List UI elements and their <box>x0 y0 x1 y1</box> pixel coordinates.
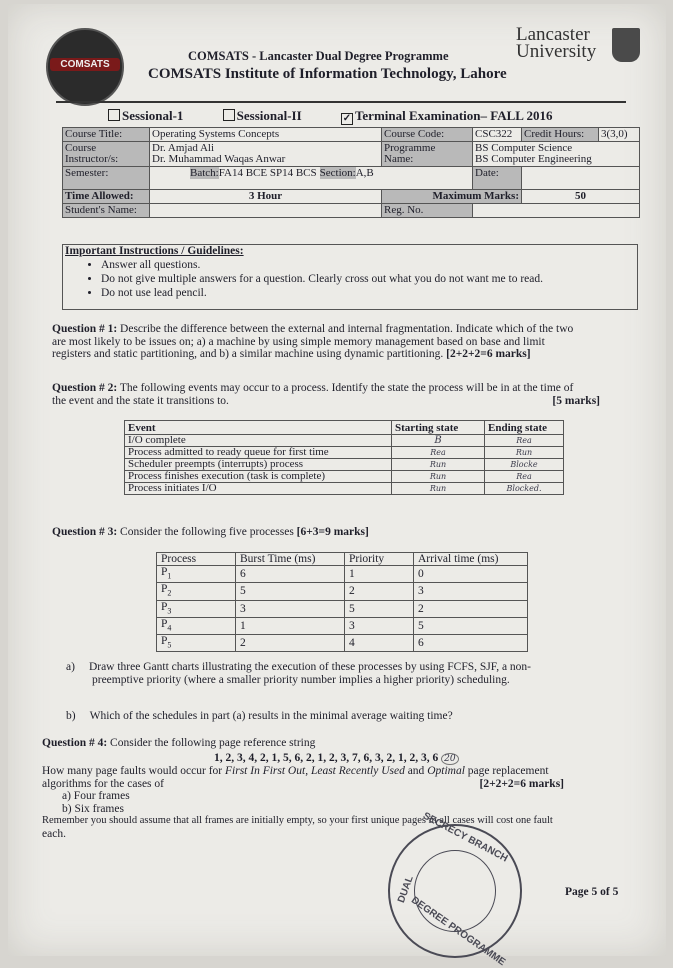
question-3a: a) Draw three Gantt charts illustrating the execution of these processes by using FCFS, SJF, a non- preemptive priority (where a smaller priority number implies a higher priority) scheduling. <box>66 661 532 686</box>
table-row: Process initiates I/O Run Blocked. <box>125 483 564 495</box>
max-marks-value: 50 <box>522 190 640 204</box>
table-row: Process finishes execution (task is complete) Run Rea <box>125 471 564 483</box>
column-header: Event <box>125 421 392 435</box>
course-title-label: Course Title: <box>63 128 150 142</box>
student-name-label: Student's Name: <box>63 204 150 218</box>
stamp-text-left: DUAL <box>395 874 416 905</box>
list-item: • Do not give multiple answers for a question. Clearly cross out what you do not want me to read. <box>101 272 637 286</box>
question-3b: b) Which of the schedules in part (a) results in the minimal average waiting time? <box>66 710 453 722</box>
programme-label: Programme Name: <box>382 142 473 167</box>
instructions-box <box>62 244 638 310</box>
list-item: • Answer all questions. <box>101 258 637 272</box>
credit-hours-label: Credit Hours: <box>522 128 599 142</box>
lancaster-logo-text-1: Lancaster <box>516 24 590 45</box>
stamp-text-bottom: DEGREE PROGRAMME <box>408 894 508 968</box>
table-row: Process admitted to ready queue for first time Rea Run <box>125 447 564 459</box>
date-label: Date: <box>473 167 522 190</box>
time-allowed-label: Time Allowed: <box>63 190 150 204</box>
column-header: Process <box>157 553 236 566</box>
table-row: I/O complete B Rea <box>125 435 564 447</box>
instructions-title: Important Instructions / Guidelines: <box>65 245 244 257</box>
column-header: Ending state <box>485 421 564 435</box>
instructions-list <box>85 258 637 300</box>
sessional-2-option: Sessional-II <box>223 108 320 123</box>
checkbox-icon <box>108 109 120 121</box>
reg-no-label: Reg. No. <box>382 204 473 218</box>
programme-title: COMSATS - Lancaster Dual Degree Programme <box>188 49 449 63</box>
header-divider <box>56 101 626 103</box>
question-3: Question # 3: Consider the following five processes [6+3=9 marks] <box>52 526 369 538</box>
column-header: Starting state <box>392 421 485 435</box>
course-title-value: Operating Systems Concepts <box>150 128 382 142</box>
column-header: Arrival time (ms) <box>414 553 528 566</box>
table-row: $P_2$ 5 2 3 <box>157 583 528 600</box>
comsats-logo-text: COMSATS <box>50 58 120 71</box>
max-marks-label: Maximum Marks: <box>382 190 522 204</box>
institute-title: COMSATS Institute of Information Technology, Lahore <box>148 66 507 82</box>
lancaster-crest-icon <box>612 28 640 62</box>
semester-label: Semester: <box>63 167 150 190</box>
batch-section-cell: Batch:FA14 BCE SP14 BCS Section:A,B <box>150 167 473 190</box>
lancaster-logo-text-2: University <box>516 41 597 62</box>
question-1: Question # 1: Describe the difference between the external and internal fragmentation. Indicate which of the two are most likely to be issues on; a) a machine by using simple memory management based on base and limit registers and static partitioning, and b) a similar machine using dynamic partitioning. [2+2+2=6 marks] <box>52 323 574 360</box>
course-code-label: Course Code: <box>382 128 473 142</box>
table-row: $P_1$ 6 1 0 <box>157 566 528 583</box>
instructors-label: Course Instructor/s: <box>63 142 150 167</box>
stamp-text-top: SECRECY BRANCH <box>420 810 510 865</box>
table-row: Scheduler preempts (interrupts) process Run Blocke <box>125 459 564 471</box>
course-info-table <box>62 127 640 218</box>
lancaster-logo <box>516 26 596 60</box>
student-name-value <box>150 204 382 218</box>
time-allowed-value: 3 Hour <box>150 190 382 204</box>
exam-type-selector <box>108 108 589 125</box>
checked-checkbox-icon: ✓ <box>342 113 352 124</box>
column-header: Priority <box>345 553 414 566</box>
question-2: Question # 2: The following events may occur to a process. Identify the state the process will be in at the time of the event and the state it transitions to. [5 marks] <box>52 382 600 407</box>
secrecy-branch-stamp <box>388 810 522 968</box>
events-table <box>124 420 564 495</box>
processes-table <box>156 552 528 652</box>
credit-hours-value: 3(3,0) <box>599 128 640 142</box>
programme-value: BS Computer Science BS Computer Engineering <box>473 142 640 167</box>
exam-paper <box>8 4 666 968</box>
list-item: • Do not use lead pencil. <box>101 286 637 300</box>
date-value <box>522 167 640 190</box>
instructors-value: Dr. Amjad Ali Dr. Muhammad Waqas Anwar <box>150 142 382 167</box>
course-code-value: CSC322 <box>473 128 522 142</box>
table-row: $P_5$ 2 4 6 <box>157 635 528 652</box>
table-row: $P_4$ 1 3 5 <box>157 617 528 634</box>
sessional-1-option: Sessional-1 <box>108 108 201 123</box>
stamp-inner-ring <box>414 850 496 932</box>
comsats-logo <box>46 28 124 106</box>
question-4: Question # 4: Consider the following page reference string 1, 2, 3, 4, 2, 1, 5, 6, 2, 1, 2, 3, 7, 6, 3, 2, 1, 2, 3, 6 20 How many page faults would occur for First In First Out, Least Recently Used and Optimal page replacement algorithms for the cases of [2+2+2=6 marks] a) Four frames b) Six frames Remember you should assume that all frames are initially empty, so your first unique pages in all cases will cost one fault each. <box>42 737 564 840</box>
column-header: Burst Time (ms) <box>236 553 345 566</box>
page-number: Page 5 of 5 <box>565 886 619 898</box>
reg-no-value <box>473 204 640 218</box>
terminal-option: ✓ Terminal Examination– FALL 2016 <box>342 108 553 124</box>
checkbox-icon <box>223 109 235 121</box>
table-row: $P_3$ 3 5 2 <box>157 600 528 617</box>
